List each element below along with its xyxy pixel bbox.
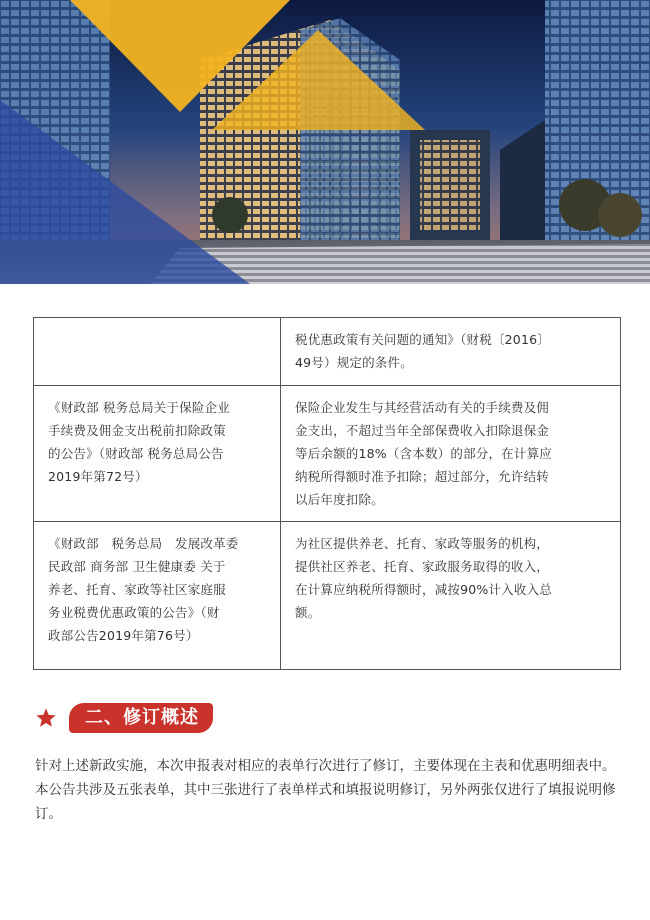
paragraph: 本公告共涉及五张表单，其中三张进行了表单样式和填报说明修订，另外两张仅进行了填报说明修订。 — [35, 782, 616, 822]
hero-image — [0, 0, 650, 284]
body-text — [35, 754, 625, 826]
policy-table — [33, 317, 621, 670]
paragraph: 针对上述新政实施，本次申报表对相应的表单行次进行了修订，主要体现在主表和优惠明细表中。 — [35, 758, 616, 774]
table-row — [34, 318, 621, 386]
policy-cell — [34, 522, 281, 670]
hero-illustration — [0, 0, 650, 284]
content-cell — [281, 386, 621, 522]
content-text: 保险企业发生与其经营活动有关的手续费及佣 金支出，不超过当年全部保费收入扣除退保金 等后余额的18%（含本数）的部分，在计算应 纳税所得额时准予扣除；超过部分，允许结转 以后年度扣除。 — [295, 400, 552, 507]
policy-cell — [34, 318, 281, 386]
policy-text: 《财政部 税务总局关于保险企业 手续费及佣金支出税前扣除政策 的公告》（财政部 税务总局公告 2019年第72号） — [48, 400, 230, 484]
section-title: 二、修订概述 — [69, 703, 213, 733]
content-text: 税优惠政策有关问题的通知》（财税〔2016〕 49号）规定的条件。 — [295, 332, 550, 370]
content-cell — [281, 318, 621, 386]
policy-cell — [34, 386, 281, 522]
content-text: 为社区提供养老、托育、家政等服务的机构， 提供社区养老、托育、家政服务取得的收入， 在计算应纳税所得额时，减按90%计入收入总 额。 — [295, 536, 552, 620]
content-cell — [281, 522, 621, 670]
policy-text: 《财政部 税务总局 发展改革委 民政部 商务部 卫生健康委 关于 养老、托育、家政等社区家庭服 务业税费优惠政策的公告》（财 政部公告2019年第76号） — [48, 536, 239, 643]
star-icon — [35, 707, 57, 729]
table-row — [34, 386, 621, 522]
section-heading — [35, 703, 213, 733]
table-row — [34, 522, 621, 670]
